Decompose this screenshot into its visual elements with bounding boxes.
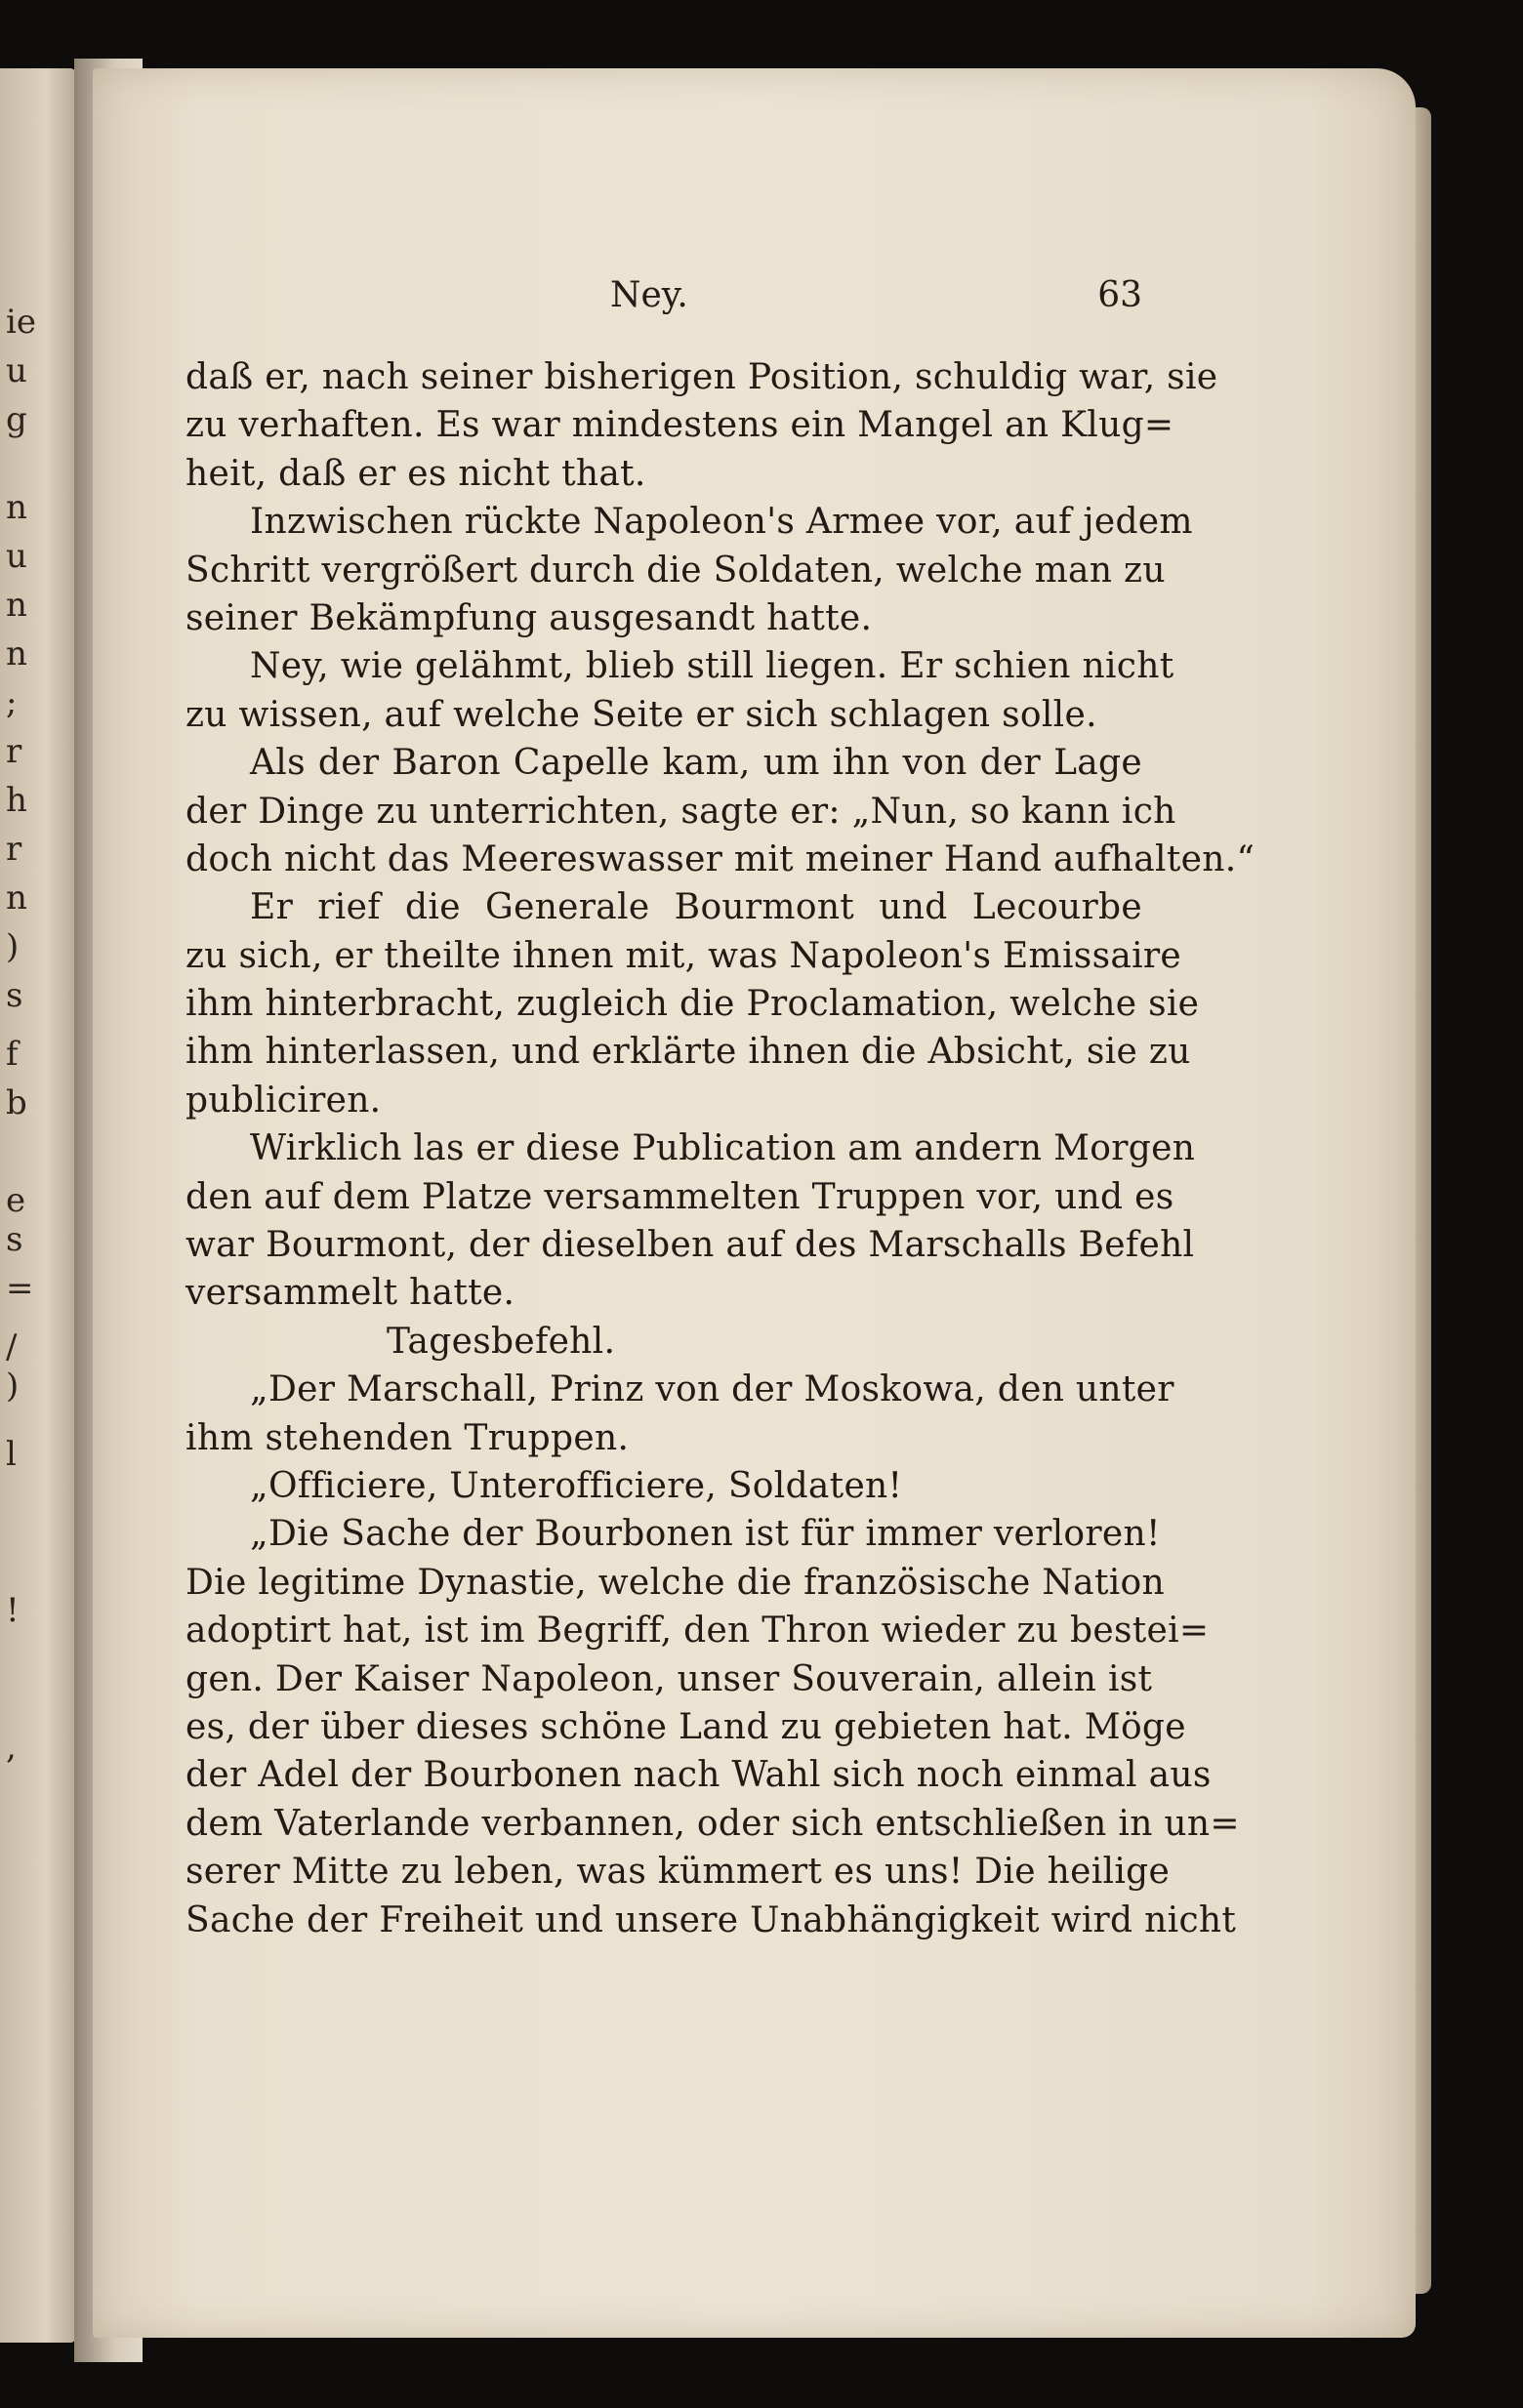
text-line: Ney, wie gelähmt, blieb still liegen. Er schien nicht bbox=[250, 646, 1174, 687]
previous-page-fragment: h bbox=[6, 781, 27, 820]
previous-page-fragment: e bbox=[6, 1181, 26, 1220]
previous-page-fragment: u bbox=[6, 537, 27, 576]
text-line: adoptirt hat, ist im Begriff, den Thron wieder zu bestei= bbox=[185, 1611, 1210, 1652]
text-line: war Bourmont, der dieselben auf des Marschalls Befehl bbox=[185, 1225, 1195, 1266]
text-line: zu verhaften. Es war mindestens ein Mangel an Klug= bbox=[185, 405, 1174, 446]
previous-page-fragment: r bbox=[6, 830, 22, 869]
previous-page-fragment: l bbox=[6, 1435, 17, 1474]
previous-page-fragment: ) bbox=[6, 1367, 20, 1406]
previous-page-fragment: n bbox=[6, 488, 27, 527]
text-line: seiner Bekämpfung ausgesandt hatte. bbox=[185, 597, 873, 638]
text-line: Inzwischen rückte Napoleon's Armee vor, auf jedem bbox=[250, 502, 1193, 543]
text-line: „Der Marschall, Prinz von der Moskowa, den unter bbox=[250, 1369, 1174, 1410]
text-line: Schritt vergrößert durch die Soldaten, welche man zu bbox=[185, 550, 1166, 591]
previous-page-fragment: / bbox=[6, 1327, 18, 1367]
text-line: Wirklich las er diese Publication am andern Morgen bbox=[250, 1128, 1196, 1169]
previous-page-edge bbox=[0, 68, 76, 2343]
text-line: ihm hinterlassen, und erklärte ihnen die Absicht, sie zu bbox=[185, 1032, 1191, 1073]
text-line: dem Vaterlande verbannen, oder sich entschließen in un= bbox=[185, 1803, 1240, 1844]
previous-page-fragment: ie bbox=[6, 303, 36, 342]
text-line: publiciren. bbox=[185, 1080, 382, 1121]
previous-page-fragment: ) bbox=[6, 927, 20, 966]
body-text bbox=[185, 353, 1255, 1944]
text-line: den auf dem Platze versammelten Truppen vor, und es bbox=[185, 1176, 1174, 1217]
text-line: ihm stehenden Truppen. bbox=[185, 1417, 630, 1458]
text-line: zu sich, er theilte ihnen mit, was Napoleon's Emissaire bbox=[185, 935, 1182, 976]
text-line: heit, daß er es nicht that. bbox=[185, 453, 646, 494]
running-head bbox=[176, 275, 1142, 324]
chapter-title: Ney. bbox=[610, 275, 688, 315]
text-line: Er rief die Generale Bourmont und Lecourbe bbox=[250, 887, 1142, 928]
text-line: Als der Baron Capelle kam, um ihn von der Lage bbox=[250, 743, 1142, 784]
text-line: „Officiere, Unterofficiere, Soldaten! bbox=[250, 1465, 903, 1506]
text-line: serer Mitte zu leben, was kümmert es uns! Die heilige bbox=[185, 1852, 1171, 1893]
text-line: doch nicht das Meereswasser mit meiner Hand aufhalten.“ bbox=[185, 838, 1255, 879]
text-line: es, der über dieses schöne Land zu gebieten hat. Möge bbox=[185, 1706, 1186, 1747]
previous-page-fragment: b bbox=[6, 1083, 27, 1122]
previous-page-fragment: s bbox=[6, 1220, 23, 1259]
section-heading: Tagesbefehl. bbox=[387, 1321, 616, 1362]
previous-page-fragment: g bbox=[6, 400, 27, 439]
text-line: „Die Sache der Bourbonen ist für immer verloren! bbox=[250, 1514, 1161, 1555]
previous-page-fragment: f bbox=[6, 1035, 19, 1074]
previous-page-fragment: n bbox=[6, 634, 27, 673]
previous-page-fragment: u bbox=[6, 351, 27, 390]
previous-page-fragment: ! bbox=[6, 1591, 20, 1630]
text-line: Die legitime Dynastie, welche die französische Nation bbox=[185, 1562, 1165, 1603]
previous-page-fragment: , bbox=[6, 1728, 17, 1767]
previous-page-fragment: r bbox=[6, 732, 22, 771]
page-number: 63 bbox=[1097, 275, 1142, 315]
text-line: daß er, nach seiner bisherigen Position, schuldig war, sie bbox=[185, 357, 1218, 397]
text-line: der Adel der Bourbonen nach Wahl sich noch einmal aus bbox=[185, 1755, 1212, 1796]
text-line: Sache der Freiheit und unsere Unabhängigkeit wird nicht bbox=[185, 1899, 1237, 1940]
previous-page-fragment: ; bbox=[6, 683, 18, 722]
previous-page-fragment: n bbox=[6, 586, 27, 625]
text-line: ihm hinterbracht, zugleich die Proclamation, welche sie bbox=[185, 984, 1200, 1025]
text-line: der Dinge zu unterrichten, sagte er: „Nun, so kann ich bbox=[185, 791, 1176, 832]
text-line: zu wissen, auf welche Seite er sich schlagen solle. bbox=[185, 694, 1097, 735]
text-line: versammelt hatte. bbox=[185, 1273, 515, 1314]
previous-page-fragment: n bbox=[6, 878, 27, 918]
text-line: gen. Der Kaiser Napoleon, unser Souverain, allein ist bbox=[185, 1658, 1153, 1699]
previous-page-fragment: s bbox=[6, 976, 23, 1015]
previous-page-fragment: = bbox=[6, 1269, 34, 1308]
